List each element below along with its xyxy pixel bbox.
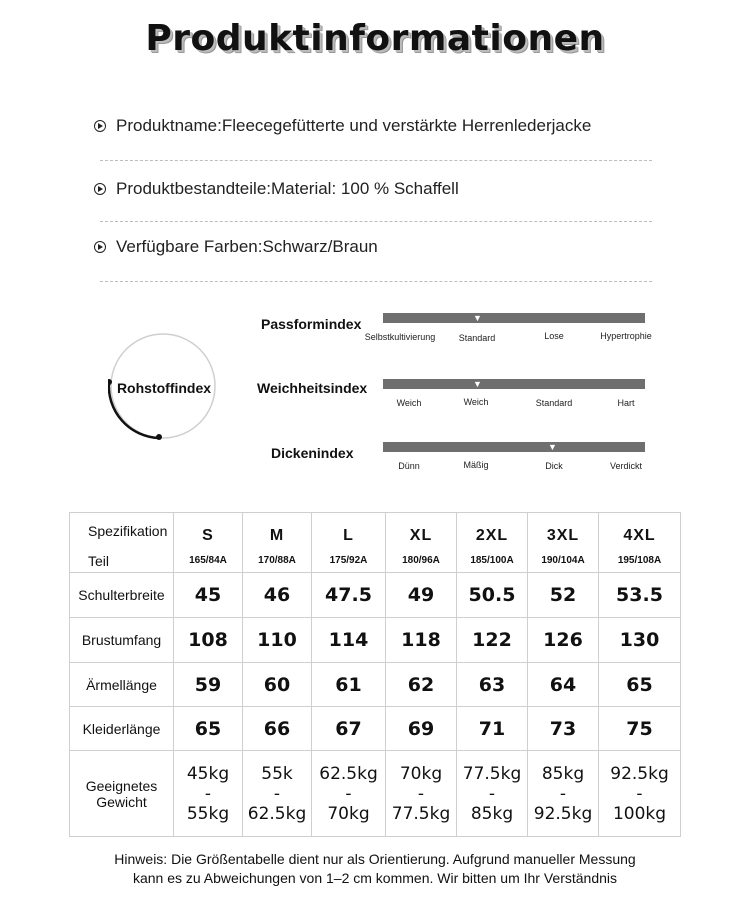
table-row xyxy=(70,707,681,751)
table-row-weight xyxy=(70,751,681,837)
play-bullet-icon xyxy=(94,241,106,253)
spec-label: Spezifikation xyxy=(88,523,168,539)
softness-index-bar xyxy=(383,379,645,389)
thickness-tick: Dünn xyxy=(398,461,420,471)
size-header: 2XL 185/100A xyxy=(457,513,528,573)
table-cell: 49 xyxy=(386,573,457,618)
product-colors-row xyxy=(94,237,378,257)
table-cell: 108 xyxy=(174,618,243,663)
table-corner xyxy=(70,513,174,573)
fit-index-marker-icon: ▼ xyxy=(473,313,482,323)
table-cell: 63 xyxy=(457,663,528,707)
product-colors-label: Verfügbare Farben: xyxy=(116,237,263,256)
part-label: Teil xyxy=(88,553,110,569)
softness-tick: Weich xyxy=(396,398,422,408)
table-cell: 69 xyxy=(386,707,457,751)
size-chart-note: Hinweis: Die Größentabelle dient nur als Orientierung. Aufgrund manueller Messung kann es zu Abweichungen von 1–2 cm kommen. Wir bitten um Ihr Verständnis xyxy=(114,851,636,886)
table-cell: 126 xyxy=(528,618,599,663)
fit-tick: Standard xyxy=(458,333,496,343)
product-name-row xyxy=(94,116,591,136)
size-header: 3XL 190/104A xyxy=(528,513,599,573)
table-row xyxy=(70,618,681,663)
weight-cell: 85kg - 92.5kg xyxy=(528,751,599,837)
play-bullet-icon xyxy=(94,183,106,195)
table-cell: 114 xyxy=(312,618,386,663)
row-label: Geeignetes Gewicht xyxy=(70,751,174,837)
row-label: Schulterbreite xyxy=(70,573,174,618)
page-title: Produktinformationen xyxy=(145,18,605,59)
weight-cell: 77.5kg - 85kg xyxy=(457,751,528,837)
product-material-row xyxy=(94,179,459,199)
table-cell: 130 xyxy=(599,618,681,663)
table-cell: 71 xyxy=(457,707,528,751)
divider xyxy=(100,281,652,282)
table-cell: 110 xyxy=(243,618,312,663)
table-cell: 46 xyxy=(243,573,312,618)
table-cell: 62 xyxy=(386,663,457,707)
weight-cell: 62.5kg - 70kg xyxy=(312,751,386,837)
raw-material-index-label: Rohstoffindex xyxy=(116,380,212,396)
size-header: L 175/92A xyxy=(312,513,386,573)
softness-index-marker-icon: ▼ xyxy=(473,379,482,389)
weight-cell: 92.5kg - 100kg xyxy=(599,751,681,837)
table-cell: 73 xyxy=(528,707,599,751)
thickness-tick: Verdickt xyxy=(609,461,643,471)
size-chart-table xyxy=(69,512,681,837)
softness-tick: Hart xyxy=(617,398,635,408)
table-cell: 52 xyxy=(528,573,599,618)
table-cell: 65 xyxy=(599,663,681,707)
weight-cell: 55k - 62.5kg xyxy=(243,751,312,837)
fit-index-bar xyxy=(383,313,645,323)
size-header: XL 180/96A xyxy=(386,513,457,573)
thickness-index-bar xyxy=(383,442,645,452)
softness-tick: Standard xyxy=(535,398,573,408)
table-cell: 75 xyxy=(599,707,681,751)
thickness-index-marker-icon: ▼ xyxy=(548,442,557,452)
size-header: 4XL 195/108A xyxy=(599,513,681,573)
table-cell: 122 xyxy=(457,618,528,663)
size-header: M 170/88A xyxy=(243,513,312,573)
thickness-index-label: Dickenindex xyxy=(271,445,354,461)
fit-index-label: Passformindex xyxy=(261,316,362,332)
divider xyxy=(100,221,652,222)
table-cell: 47.5 xyxy=(312,573,386,618)
table-cell: 66 xyxy=(243,707,312,751)
table-row xyxy=(70,663,681,707)
product-name-label: Produktname: xyxy=(116,116,222,135)
softness-index-label: Weichheitsindex xyxy=(257,380,368,396)
product-material-value: Material: 100 % Schaffell xyxy=(271,179,459,198)
table-cell: 50.5 xyxy=(457,573,528,618)
table-cell: 59 xyxy=(174,663,243,707)
table-cell: 45 xyxy=(174,573,243,618)
thickness-tick: Mäßig xyxy=(463,460,489,470)
size-header: S 165/84A xyxy=(174,513,243,573)
table-cell: 53.5 xyxy=(599,573,681,618)
product-colors-value: Schwarz/Braun xyxy=(262,237,378,256)
row-label: Ärmellänge xyxy=(70,663,174,707)
table-cell: 118 xyxy=(386,618,457,663)
row-label: Kleiderlänge xyxy=(70,707,174,751)
table-cell: 64 xyxy=(528,663,599,707)
row-label: Brustumfang xyxy=(70,618,174,663)
divider xyxy=(100,160,652,161)
table-cell: 65 xyxy=(174,707,243,751)
softness-tick: Weich xyxy=(463,397,489,407)
play-bullet-icon xyxy=(94,120,106,132)
table-cell: 61 xyxy=(312,663,386,707)
table-row xyxy=(70,573,681,618)
table-cell: 60 xyxy=(243,663,312,707)
weight-cell: 70kg - 77.5kg xyxy=(386,751,457,837)
table-header-row xyxy=(70,513,681,573)
weight-cell: 45kg - 55kg xyxy=(174,751,243,837)
fit-tick: Selbstkultivierung xyxy=(364,332,436,342)
thickness-tick: Dick xyxy=(545,461,563,471)
table-cell: 67 xyxy=(312,707,386,751)
fit-tick: Lose xyxy=(544,331,564,341)
product-material-label: Produktbestandteile: xyxy=(116,179,271,198)
fit-tick: Hypertrophie xyxy=(600,331,652,341)
product-name-value: Fleecegefütterte und verstärkte Herrenlederjacke xyxy=(221,116,592,135)
